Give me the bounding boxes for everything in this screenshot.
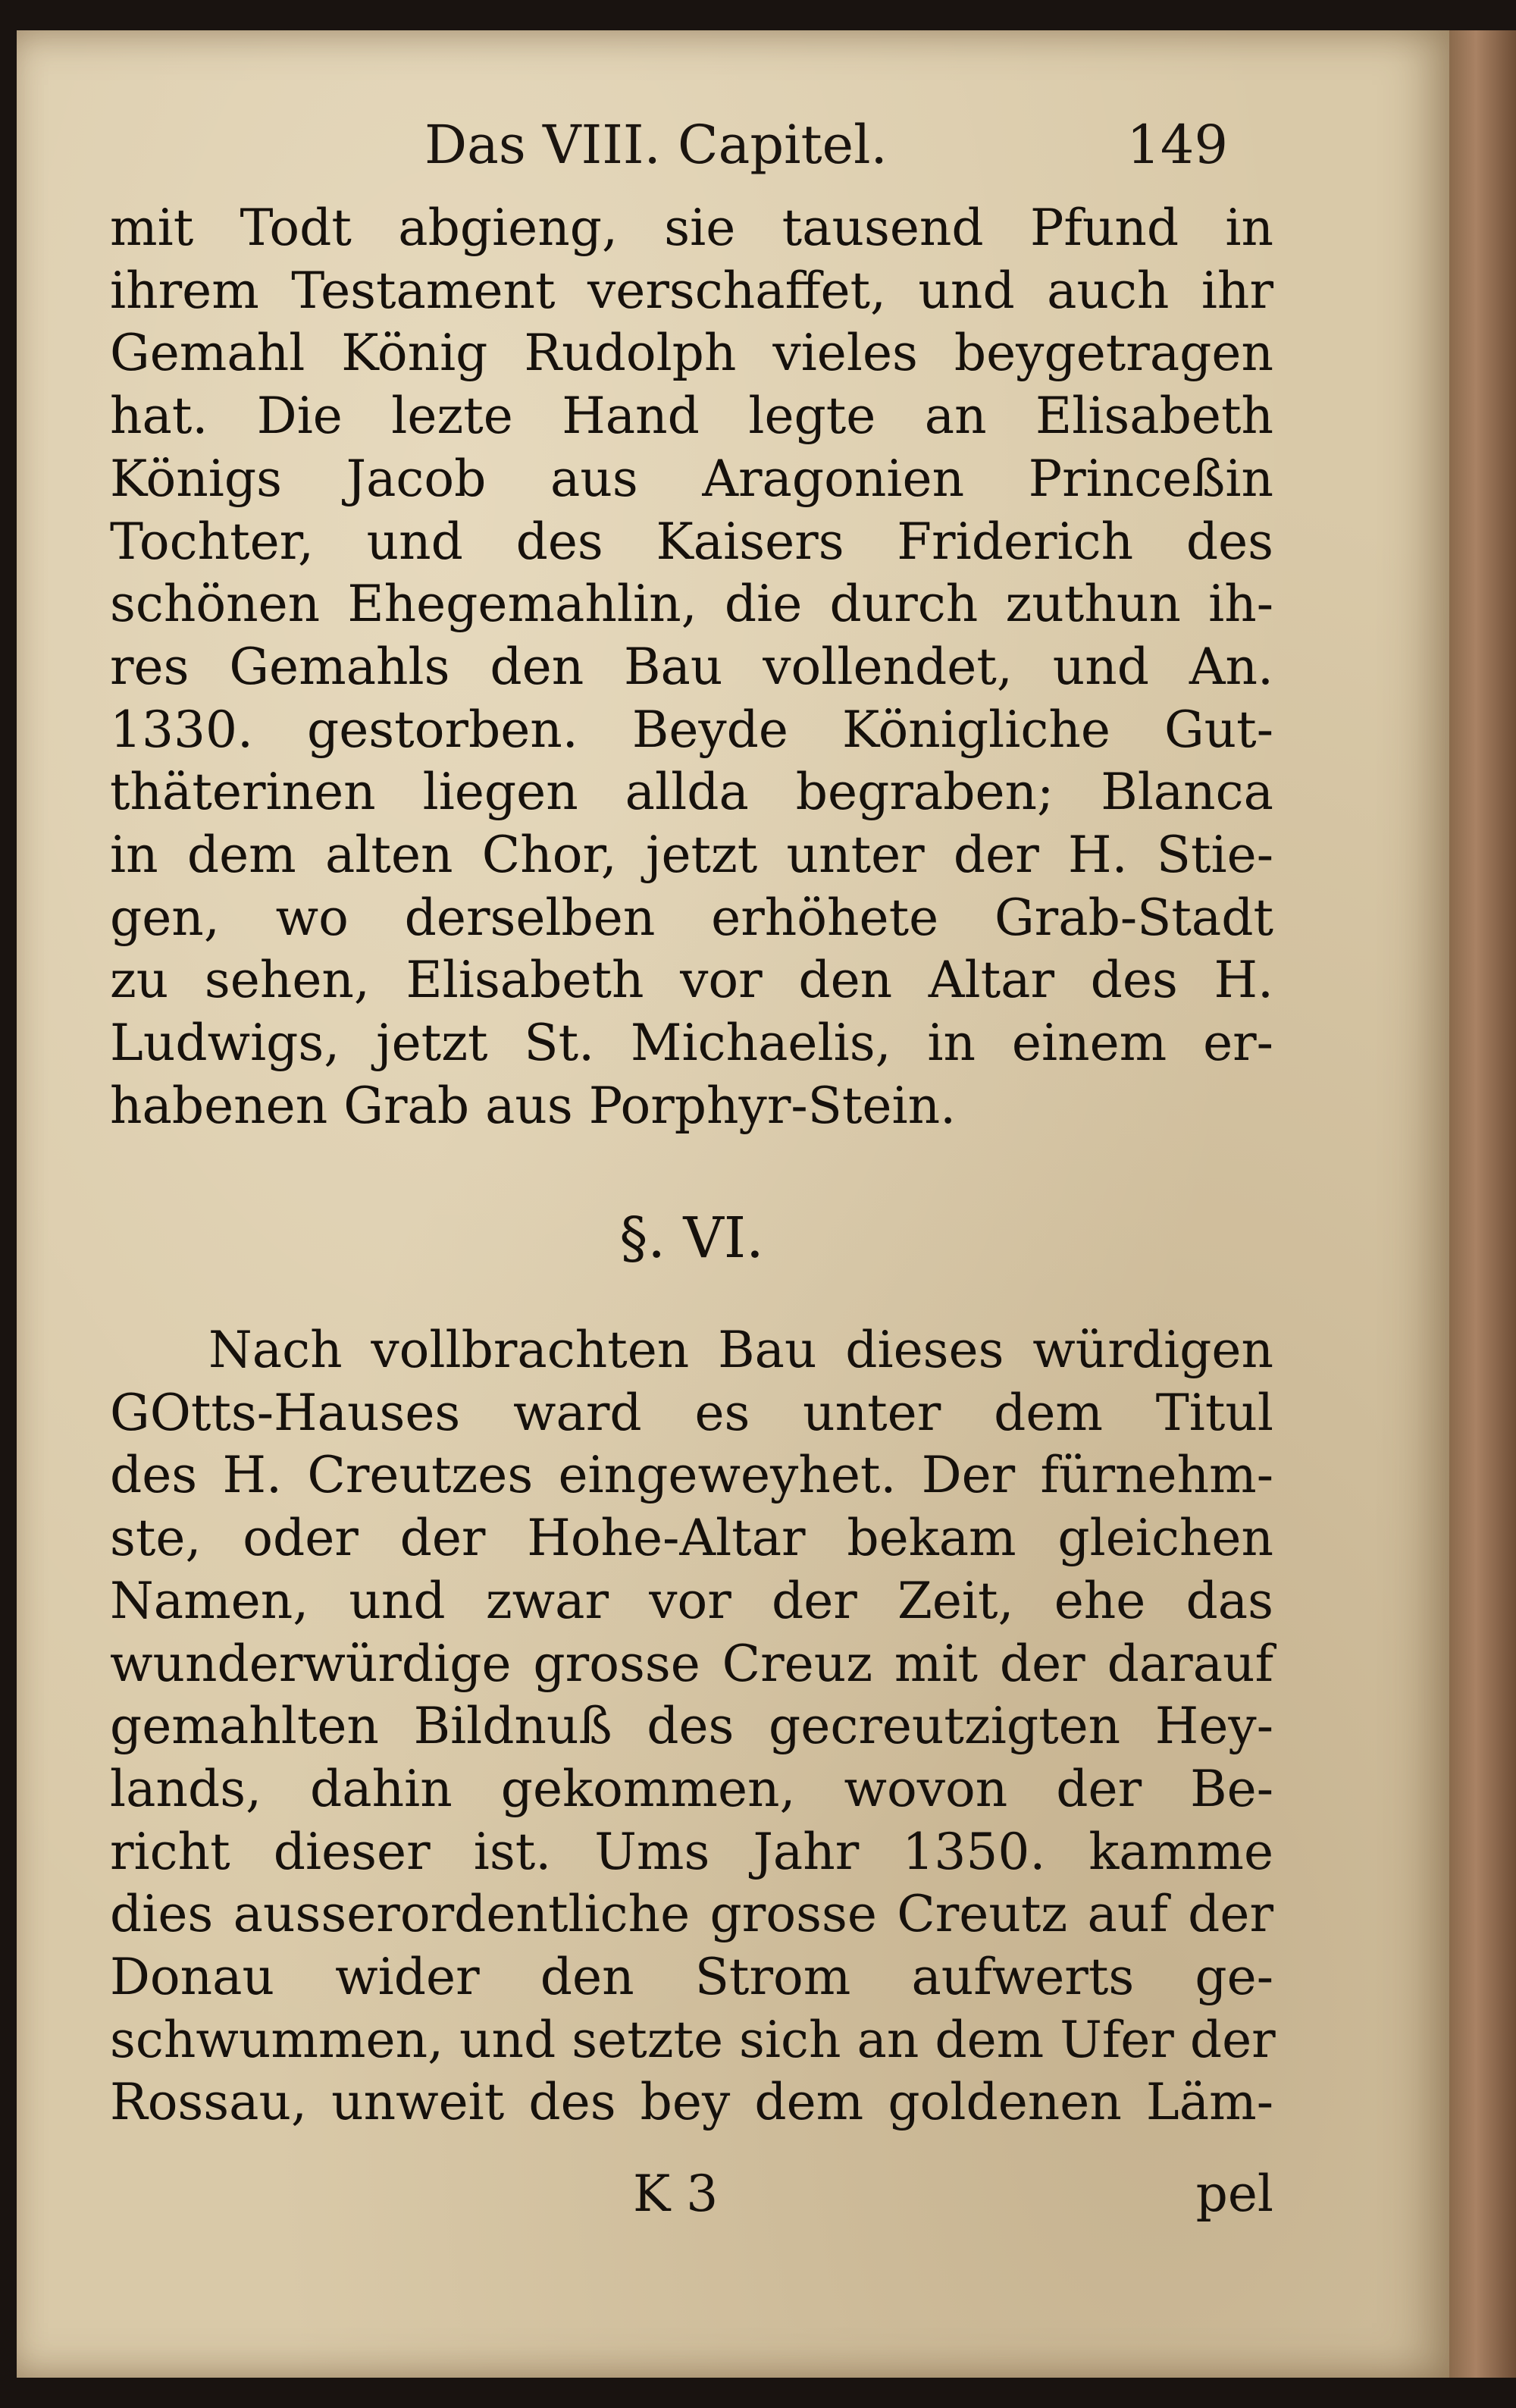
text-line: schwummen, und setzte sich an dem Ufer der <box>110 2010 1276 2069</box>
text-line: schönen Ehegemahlin, die durch zuthun ih- <box>110 575 1273 634</box>
text-line: richt dieser ist. Ums Jahr 1350. kamme <box>110 1822 1273 1881</box>
text-line: mit Todt abgieng, sie tausend Pfund in <box>110 199 1273 257</box>
running-head: Das VIII. Capitel. <box>424 114 888 176</box>
paragraph-continued <box>110 197 1273 1138</box>
text-line: thäterinen liegen allda begraben; Blanca <box>110 763 1273 822</box>
text-line: ihrem Testament verschaffet, und auch ihr <box>110 261 1273 320</box>
text-line: hat. Die lezte Hand legte an Elisabeth <box>110 387 1273 446</box>
text-line: wunderwürdige grosse Creuz mit der darauf <box>110 1634 1273 1693</box>
signature-mark: K 3 <box>633 2165 719 2223</box>
text-line: zu sehen, Elisabeth vor den Altar des H. <box>110 951 1273 1010</box>
page-edge-shadow <box>1449 30 1516 2378</box>
text-line: ste, oder der Hohe-Altar bekam gleichen <box>110 1509 1273 1568</box>
text-line: Tochter, und des Kaisers Friderich des <box>110 512 1273 571</box>
catchword: pel <box>1195 2165 1273 2223</box>
text-line: in dem alten Chor, jetzt unter der H. Stie- <box>110 826 1273 885</box>
text-line: Nach vollbrachten Bau dieses würdigen <box>208 1321 1273 1379</box>
text-line: lands, dahin gekommen, wovon der Be- <box>110 1759 1273 1818</box>
text-line: des H. Creutzes eingeweyhet. Der fürnehm- <box>110 1446 1273 1505</box>
text-line: dies ausserordentliche grosse Creutz auf der <box>110 1885 1273 1944</box>
text-line: 1330. gestorben. Beyde Königliche Gut- <box>110 700 1273 759</box>
text-line: Gemahl König Rudolph vieles beygetragen <box>110 324 1273 383</box>
text-line: res Gemahls den Bau vollendet, und An. <box>110 637 1273 696</box>
section-heading: §. VI. <box>619 1206 764 1271</box>
text-line: habenen Grab aus Porphyr-Stein. <box>110 1076 957 1135</box>
text-line: Donau wider den Strom aufwerts ge- <box>110 1948 1273 2007</box>
text-line: gen, wo derselben erhöhete Grab-Stadt <box>110 888 1273 947</box>
text-line: GOtts-Hauses ward es unter dem Titul <box>110 1383 1273 1442</box>
text-line: gemahlten Bildnuß des gecreutzigten Hey- <box>110 1697 1273 1756</box>
text-line: Königs Jacob aus Aragonien Princeßin <box>110 449 1273 508</box>
paragraph-section-vi <box>110 1319 1276 2134</box>
page-number: 149 <box>1126 114 1228 176</box>
text-line: Rossau, unweit des bey dem goldenen Läm- <box>110 2073 1273 2132</box>
page-footer <box>110 2165 1273 2233</box>
text-line: Namen, und zwar vor der Zeit, ehe das <box>110 1571 1273 1630</box>
page-header <box>424 114 1228 190</box>
text-line: Ludwigs, jetzt St. Michaelis, in einem er- <box>110 1014 1273 1073</box>
